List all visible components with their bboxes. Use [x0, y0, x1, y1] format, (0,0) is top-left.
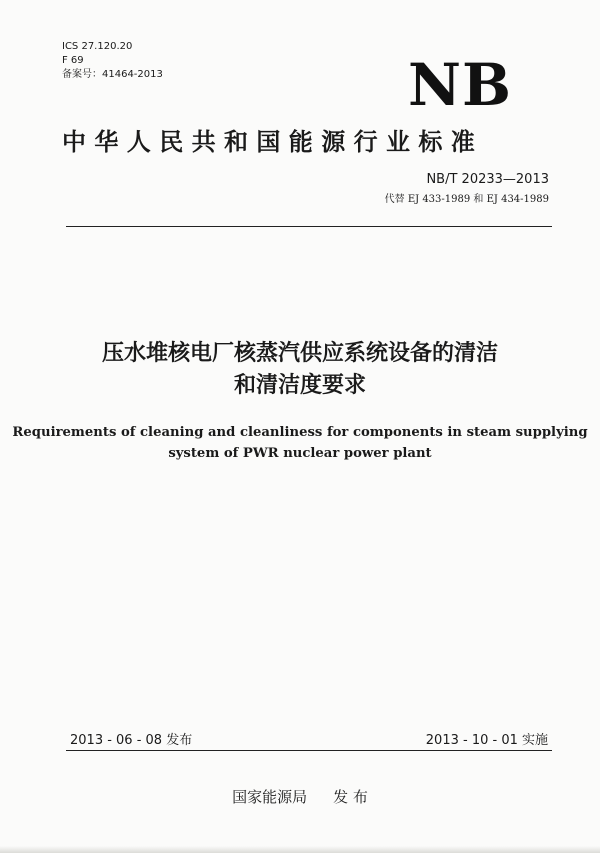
replaces-note: 代替 EJ 433-1989 和 EJ 434-1989: [384, 194, 549, 205]
title-chinese-line-2: 和清洁度要求: [233, 373, 366, 398]
issuing-authority: [0, 786, 600, 807]
title-english-line-1: Requirements of cleaning and cleanliness for components in steam supplying: [12, 425, 588, 440]
standard-issuer-title: 中华人民共和国能源行业标准: [62, 128, 484, 156]
nb-logo: NB: [408, 51, 513, 119]
title-chinese-line-1: 压水堆核电厂核蒸汽供应系统设备的清洁: [101, 341, 498, 366]
scan-edge: [0, 846, 600, 853]
standard-code: NB/T 20233—2013: [426, 172, 549, 187]
top-divider: [66, 226, 552, 227]
ics-code: ICS 27.120.20: [62, 41, 133, 52]
record-number: 备案号：41464-2013: [62, 69, 163, 80]
classification-block: [62, 40, 163, 82]
bottom-divider: [66, 750, 552, 751]
category-code: F 69: [62, 55, 84, 66]
issue-action: 发 布: [333, 788, 368, 806]
title-english-line-2: system of PWR nuclear power plant: [168, 446, 432, 461]
implementation-date: 2013 - 10 - 01 实施: [425, 733, 548, 748]
authority-name: 国家能源局: [232, 788, 308, 806]
publish-date: 2013 - 06 - 08 发布: [70, 733, 193, 748]
